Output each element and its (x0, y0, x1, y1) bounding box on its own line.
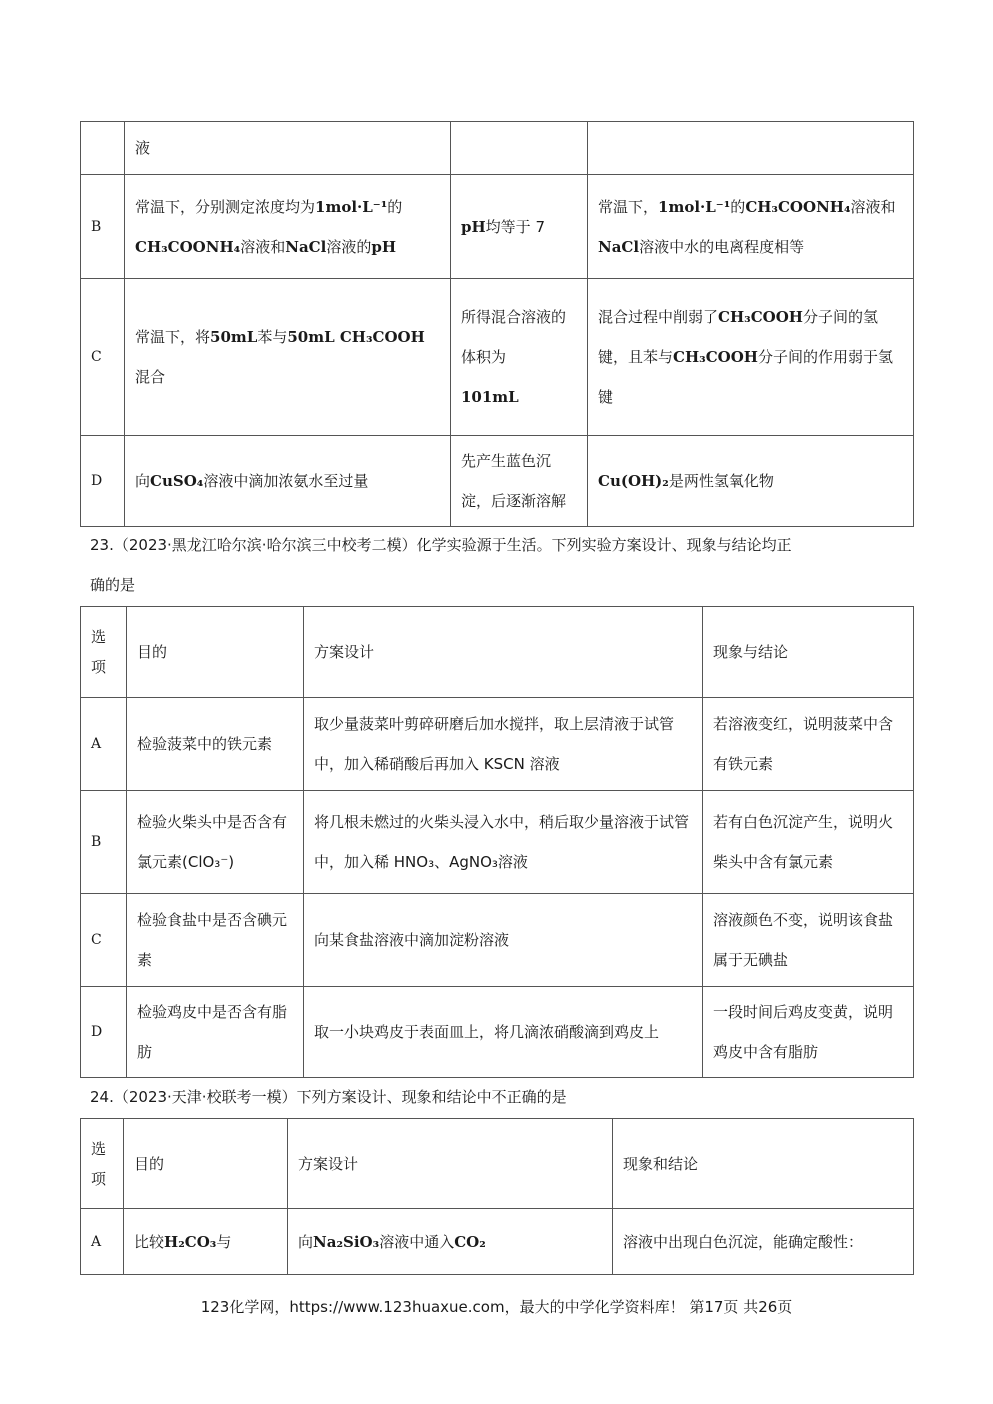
text: 分子间的作用弱于氢键 (598, 348, 893, 406)
formula: CH₃COONH₄ (745, 197, 851, 216)
header-cell: 方案设计 (304, 607, 703, 698)
table-header-row (81, 1119, 914, 1209)
cell: 检验菠菜中的铁元素 (127, 698, 304, 791)
cell: 检验食盐中是否含碘元素 (127, 894, 304, 987)
text: 分子间的氢键，且苯与 (598, 308, 878, 366)
text: 混合过程中削弱了 (598, 308, 719, 326)
cell (124, 1209, 288, 1275)
formula: 50mL (210, 328, 258, 346)
option-cell: D (81, 987, 127, 1078)
cell: 若溶液变红，说明菠菜中含有铁元素 (703, 698, 914, 791)
header-cell: 现象与结论 (703, 607, 914, 698)
table-row (81, 175, 914, 279)
question-text-line: 23.（2023·黑龙江哈尔滨·哈尔滨三中校考二模）化学实验源于生活。下列实验方案设计、现象与结论均正 (90, 536, 792, 554)
cell: 将几根未燃过的火柴头浸入水中，稍后取少量溶液于试管中，加入稀 HNO₃、AgNO₃溶液 (304, 791, 703, 894)
text: 溶液中滴加浓氨水至过量 (203, 472, 369, 490)
option-cell: A (81, 1209, 124, 1275)
formula: CH₃COOH (718, 308, 803, 326)
cell (588, 279, 914, 436)
formula: Cu(OH)₂ (598, 472, 669, 490)
cell (125, 279, 451, 436)
formula: 50mL CH₃COOH (287, 328, 425, 346)
header-cell: 现象和结论 (613, 1119, 914, 1209)
question-text-line: 24.（2023·天津·校联考一模）下列方案设计、现象和结论中不正确的是 (90, 1088, 567, 1106)
cell (588, 436, 914, 527)
table-row (81, 1209, 914, 1275)
cell (125, 436, 451, 527)
text: 向 (135, 472, 151, 490)
text: 溶液的 (326, 237, 372, 256)
table-row (81, 436, 914, 527)
table-row (81, 279, 914, 436)
text: 比较 (134, 1232, 165, 1251)
formula: pH (461, 217, 486, 236)
option-cell: D (81, 436, 125, 527)
question-text-line: 确的是 (90, 576, 136, 594)
text: 是两性氢氧化物 (668, 472, 774, 490)
formula: CH₃COONH₄ (135, 237, 241, 256)
formula: CO₂ (454, 1232, 486, 1251)
formula: 1mol·L⁻¹ (658, 197, 731, 216)
formula: CH₃COOH (673, 348, 758, 366)
cell: 取少量菠菜叶剪碎研磨后加水搅拌，取上层清液于试管中，加入稀硝酸后再加入 KSCN 溶液 (304, 698, 703, 791)
cell (451, 175, 588, 279)
text: 溶液和 (240, 237, 286, 256)
formula: NaCl (285, 237, 327, 256)
page-footer: 123化学网，https://www.123huaxue.com，最大的中学化学资料库！ 第17页 共26页 (200, 1298, 793, 1316)
header-cell: 选项 (81, 607, 127, 698)
option-cell: C (81, 894, 127, 987)
cell: 先产生蓝色沉淀，后逐渐溶解 (451, 436, 588, 527)
option-cell (81, 122, 125, 175)
option-cell: A (81, 698, 127, 791)
table-row (81, 698, 914, 791)
text: 常温下， (598, 197, 659, 216)
cell (588, 122, 914, 175)
table-row (81, 122, 914, 175)
cell: 溶液颜色不变，说明该食盐属于无碘盐 (703, 894, 914, 987)
formula: 1mol·L⁻¹ (315, 197, 388, 216)
cell: 溶液中出现白色沉淀，能确定酸性： (613, 1209, 914, 1275)
formula: pH (371, 237, 396, 256)
cell (125, 175, 451, 279)
cell (588, 175, 914, 279)
option-cell: B (81, 791, 127, 894)
text: 所得混合溶液的体积为 (461, 308, 567, 366)
formula: H₂CO₃ (164, 1232, 217, 1251)
text: 常温下，分别测定浓度均为 (135, 197, 316, 216)
text: 均等于 7 (485, 217, 545, 236)
text: 混合 (135, 368, 166, 386)
cell: 若有白色沉淀产生，说明火柴头中含有氯元素 (703, 791, 914, 894)
text: 的 (730, 197, 746, 216)
text: 溶液中通入 (379, 1232, 455, 1251)
header-cell: 目的 (127, 607, 304, 698)
text: 向 (298, 1232, 314, 1251)
cell: 向某食盐溶液中滴加淀粉溶液 (304, 894, 703, 987)
formula: Na₂SiO₃ (313, 1232, 380, 1251)
table-row (81, 987, 914, 1078)
header-cell: 选项 (81, 1119, 124, 1209)
text: 溶液和 (850, 197, 896, 216)
option-cell: C (81, 279, 125, 436)
cell: 检验鸡皮中是否含有脂肪 (127, 987, 304, 1078)
table-row (81, 791, 914, 894)
cell: 取一小块鸡皮于表面皿上，将几滴浓硝酸滴到鸡皮上 (304, 987, 703, 1078)
formula: 101mL (461, 388, 519, 406)
text: 苯与 (257, 328, 288, 346)
cell: 一段时间后鸡皮变黄，说明鸡皮中含有脂肪 (703, 987, 914, 1078)
cell: 检验火柴头中是否含有氯元素(ClO₃⁻) (127, 791, 304, 894)
cell (288, 1209, 613, 1275)
table-q22-continued (80, 121, 914, 527)
formula: NaCl (598, 237, 640, 256)
table-q24 (80, 1118, 914, 1275)
table-q23 (80, 606, 914, 1078)
cell (451, 279, 588, 436)
question-23-stem (90, 530, 792, 600)
header-cell: 方案设计 (288, 1119, 613, 1209)
text: 的 (387, 197, 403, 216)
text: 常温下，将 (135, 328, 211, 346)
formula: CuSO₄ (150, 472, 204, 490)
text: 溶液中水的电离程度相等 (639, 237, 805, 256)
table-header-row (81, 607, 914, 698)
header-cell: 目的 (124, 1119, 288, 1209)
cell (451, 122, 588, 175)
text: 与 (216, 1232, 232, 1251)
cell: 液 (125, 122, 451, 175)
question-24-stem (90, 1082, 567, 1112)
option-cell: B (81, 175, 125, 279)
table-row (81, 894, 914, 987)
